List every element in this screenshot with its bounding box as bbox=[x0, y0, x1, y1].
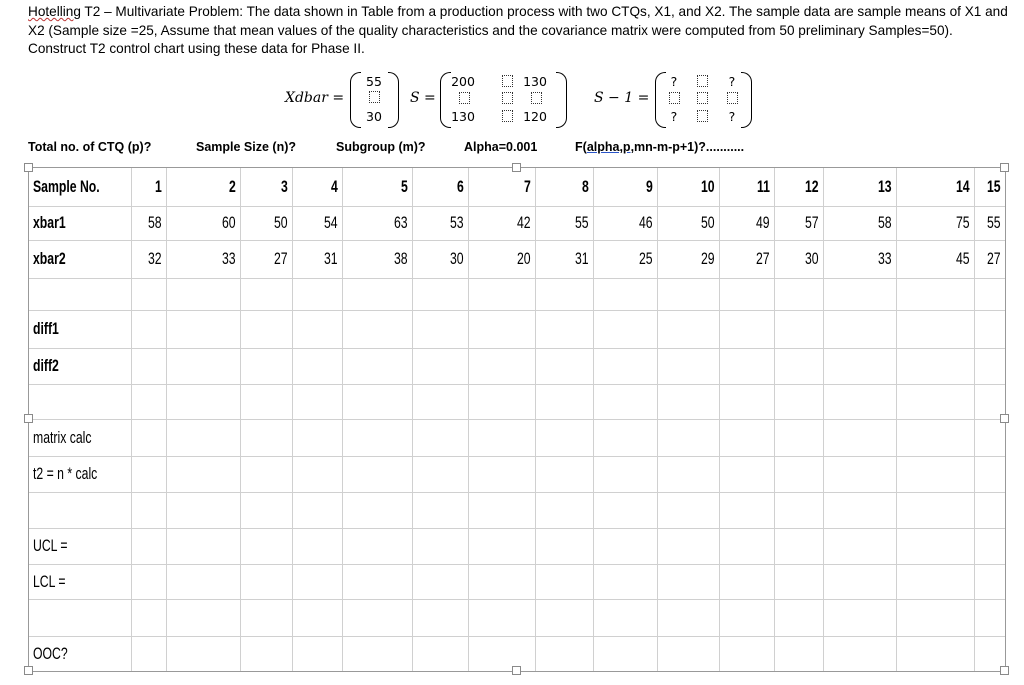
data-table bbox=[28, 167, 1006, 672]
resize-handle-middle-right[interactable] bbox=[1000, 414, 1009, 423]
sample-number-cell: 14 bbox=[956, 177, 970, 196]
xbar1-cell: 42 bbox=[517, 213, 531, 232]
xbar1-cell: 58 bbox=[878, 213, 892, 232]
sample-number-cell: 1 bbox=[155, 177, 162, 196]
xbar1-cell: 54 bbox=[324, 213, 338, 232]
grid-row-line bbox=[29, 456, 1005, 457]
xbar1-cell: 57 bbox=[805, 213, 819, 232]
sample-number-cell: 13 bbox=[878, 177, 892, 196]
resize-handle-bottom-left[interactable] bbox=[24, 666, 33, 675]
prompt-subgroup: Subgroup (m)? bbox=[336, 140, 426, 154]
s-11: 200 bbox=[451, 74, 475, 89]
xbar1-cell: 60 bbox=[222, 213, 236, 232]
xbar1-cell: 75 bbox=[956, 213, 970, 232]
xbar1-cell: 50 bbox=[274, 213, 288, 232]
sinv-21: ? bbox=[670, 109, 678, 124]
grid-row-line bbox=[29, 384, 1005, 385]
row-label-matrix-calc: matrix calc bbox=[33, 427, 92, 447]
sample-number-cell: 15 bbox=[987, 177, 1001, 196]
xbar2-cell: 33 bbox=[878, 249, 892, 268]
xbar2-cell: 27 bbox=[274, 249, 288, 268]
sinv-11: ? bbox=[670, 74, 678, 89]
problem-text: T2 – Multivariate Problem: The data shown in Table from a production process with two CTQs, X1, and X2. The sample data are sample means of X1 and X2 (Sample size =25, Assume that mean values of the quality characteristics and the covariance matrix were computed from 50 preliminary Samples=50). Construct T2 control chart using these data for Phase II. bbox=[28, 4, 1008, 56]
xbar1-cell: 46 bbox=[639, 213, 653, 232]
grid-row-line bbox=[29, 240, 1005, 241]
sample-number-cell: 8 bbox=[582, 177, 589, 196]
prompt-sample-size: Sample Size (n)? bbox=[196, 140, 297, 154]
xbar2-cell: 27 bbox=[987, 249, 1001, 268]
s-22: 120 bbox=[523, 109, 547, 124]
xbar2-cell: 33 bbox=[222, 249, 236, 268]
resize-handle-bottom-center[interactable] bbox=[512, 666, 521, 675]
xbar2-cell: 30 bbox=[450, 249, 464, 268]
xbar2-cell: 30 bbox=[805, 249, 819, 268]
resize-handle-top-center[interactable] bbox=[512, 163, 521, 172]
sample-number-cell: 11 bbox=[757, 177, 770, 196]
resize-handle-top-right[interactable] bbox=[1000, 163, 1009, 172]
xbar1-cell: 53 bbox=[450, 213, 464, 232]
problem-statement bbox=[28, 3, 1013, 59]
xbar2-cell: 38 bbox=[394, 249, 408, 268]
xbar2-cell: 29 bbox=[701, 249, 715, 268]
sample-number-cell: 4 bbox=[331, 177, 338, 196]
row-label-diff2: diff2 bbox=[33, 356, 59, 375]
sinv-12: ? bbox=[728, 74, 736, 89]
xbar1-cell: 63 bbox=[394, 213, 408, 232]
xdbar-bottom: 30 bbox=[366, 109, 382, 124]
s-inverse-label: S − 1 = bbox=[594, 90, 650, 106]
xbar2-cell: 45 bbox=[956, 249, 970, 268]
s-inverse-matrix bbox=[655, 72, 755, 128]
sample-number-cell: 9 bbox=[646, 177, 653, 196]
xbar1-cell: 49 bbox=[756, 213, 770, 232]
s-21: 130 bbox=[451, 109, 475, 124]
row-label-xbar2: xbar2 bbox=[33, 249, 66, 268]
xdbar-vector bbox=[350, 72, 400, 128]
sample-number-cell: 12 bbox=[805, 177, 819, 196]
s-label: S = bbox=[410, 90, 436, 106]
s-12: 130 bbox=[523, 74, 547, 89]
prompt-ctq-count: Total no. of CTQ (p)? bbox=[28, 140, 152, 154]
problem-title-word: Hotelling bbox=[28, 4, 81, 19]
grid-row-line bbox=[29, 278, 1005, 279]
xdbar-label: Xdbar = bbox=[285, 90, 345, 106]
resize-handle-top-left[interactable] bbox=[24, 163, 33, 172]
row-label-diff1: diff1 bbox=[33, 319, 59, 338]
sinv-22: ? bbox=[728, 109, 736, 124]
row-label-xbar1: xbar1 bbox=[33, 213, 66, 232]
xbar2-cell: 31 bbox=[324, 249, 338, 268]
sample-number-cell: 3 bbox=[281, 177, 288, 196]
xbar2-cell: 32 bbox=[148, 249, 162, 268]
row-label-ooc: OOC? bbox=[33, 643, 68, 663]
sample-number-cell: 5 bbox=[401, 177, 408, 196]
grid-row-line bbox=[29, 419, 1005, 420]
xdbar-top: 55 bbox=[366, 74, 382, 89]
grid-row-line bbox=[29, 310, 1005, 311]
resize-handle-bottom-right[interactable] bbox=[1000, 666, 1009, 675]
s-matrix bbox=[440, 72, 570, 128]
resize-handle-middle-left[interactable] bbox=[24, 414, 33, 423]
xbar2-cell: 25 bbox=[639, 249, 653, 268]
grid-row-line bbox=[29, 492, 1005, 493]
xbar1-cell: 58 bbox=[148, 213, 162, 232]
xbar2-cell: 20 bbox=[517, 249, 531, 268]
prompt-f-value: F(alpha,p,mn-m-p+1)?........... bbox=[575, 140, 745, 154]
row-label-lcl: LCL = bbox=[33, 571, 66, 591]
xbar1-cell: 50 bbox=[701, 213, 715, 232]
xbar2-cell: 27 bbox=[756, 249, 770, 268]
sample-number-cell: 6 bbox=[457, 177, 464, 196]
grid-row-line bbox=[29, 348, 1005, 349]
grid-row-line bbox=[29, 564, 1005, 565]
grid-row-line bbox=[29, 528, 1005, 529]
xbar2-cell: 31 bbox=[575, 249, 589, 268]
grid-row-line bbox=[29, 599, 1005, 600]
xbar1-cell: 55 bbox=[987, 213, 1001, 232]
row-label-t2: t2 = n * calc bbox=[33, 464, 98, 483]
row-label-ucl: UCL = bbox=[33, 536, 68, 555]
grid-row-line bbox=[29, 206, 1005, 207]
sample-number-cell: 2 bbox=[229, 177, 236, 196]
prompt-alpha: Alpha=0.001 bbox=[464, 140, 538, 154]
row-label-sample-no: Sample No. bbox=[33, 177, 100, 196]
grid-row-line bbox=[29, 636, 1005, 637]
xbar1-cell: 55 bbox=[575, 213, 589, 232]
sample-number-cell: 7 bbox=[524, 177, 531, 196]
sample-number-cell: 10 bbox=[701, 177, 715, 196]
